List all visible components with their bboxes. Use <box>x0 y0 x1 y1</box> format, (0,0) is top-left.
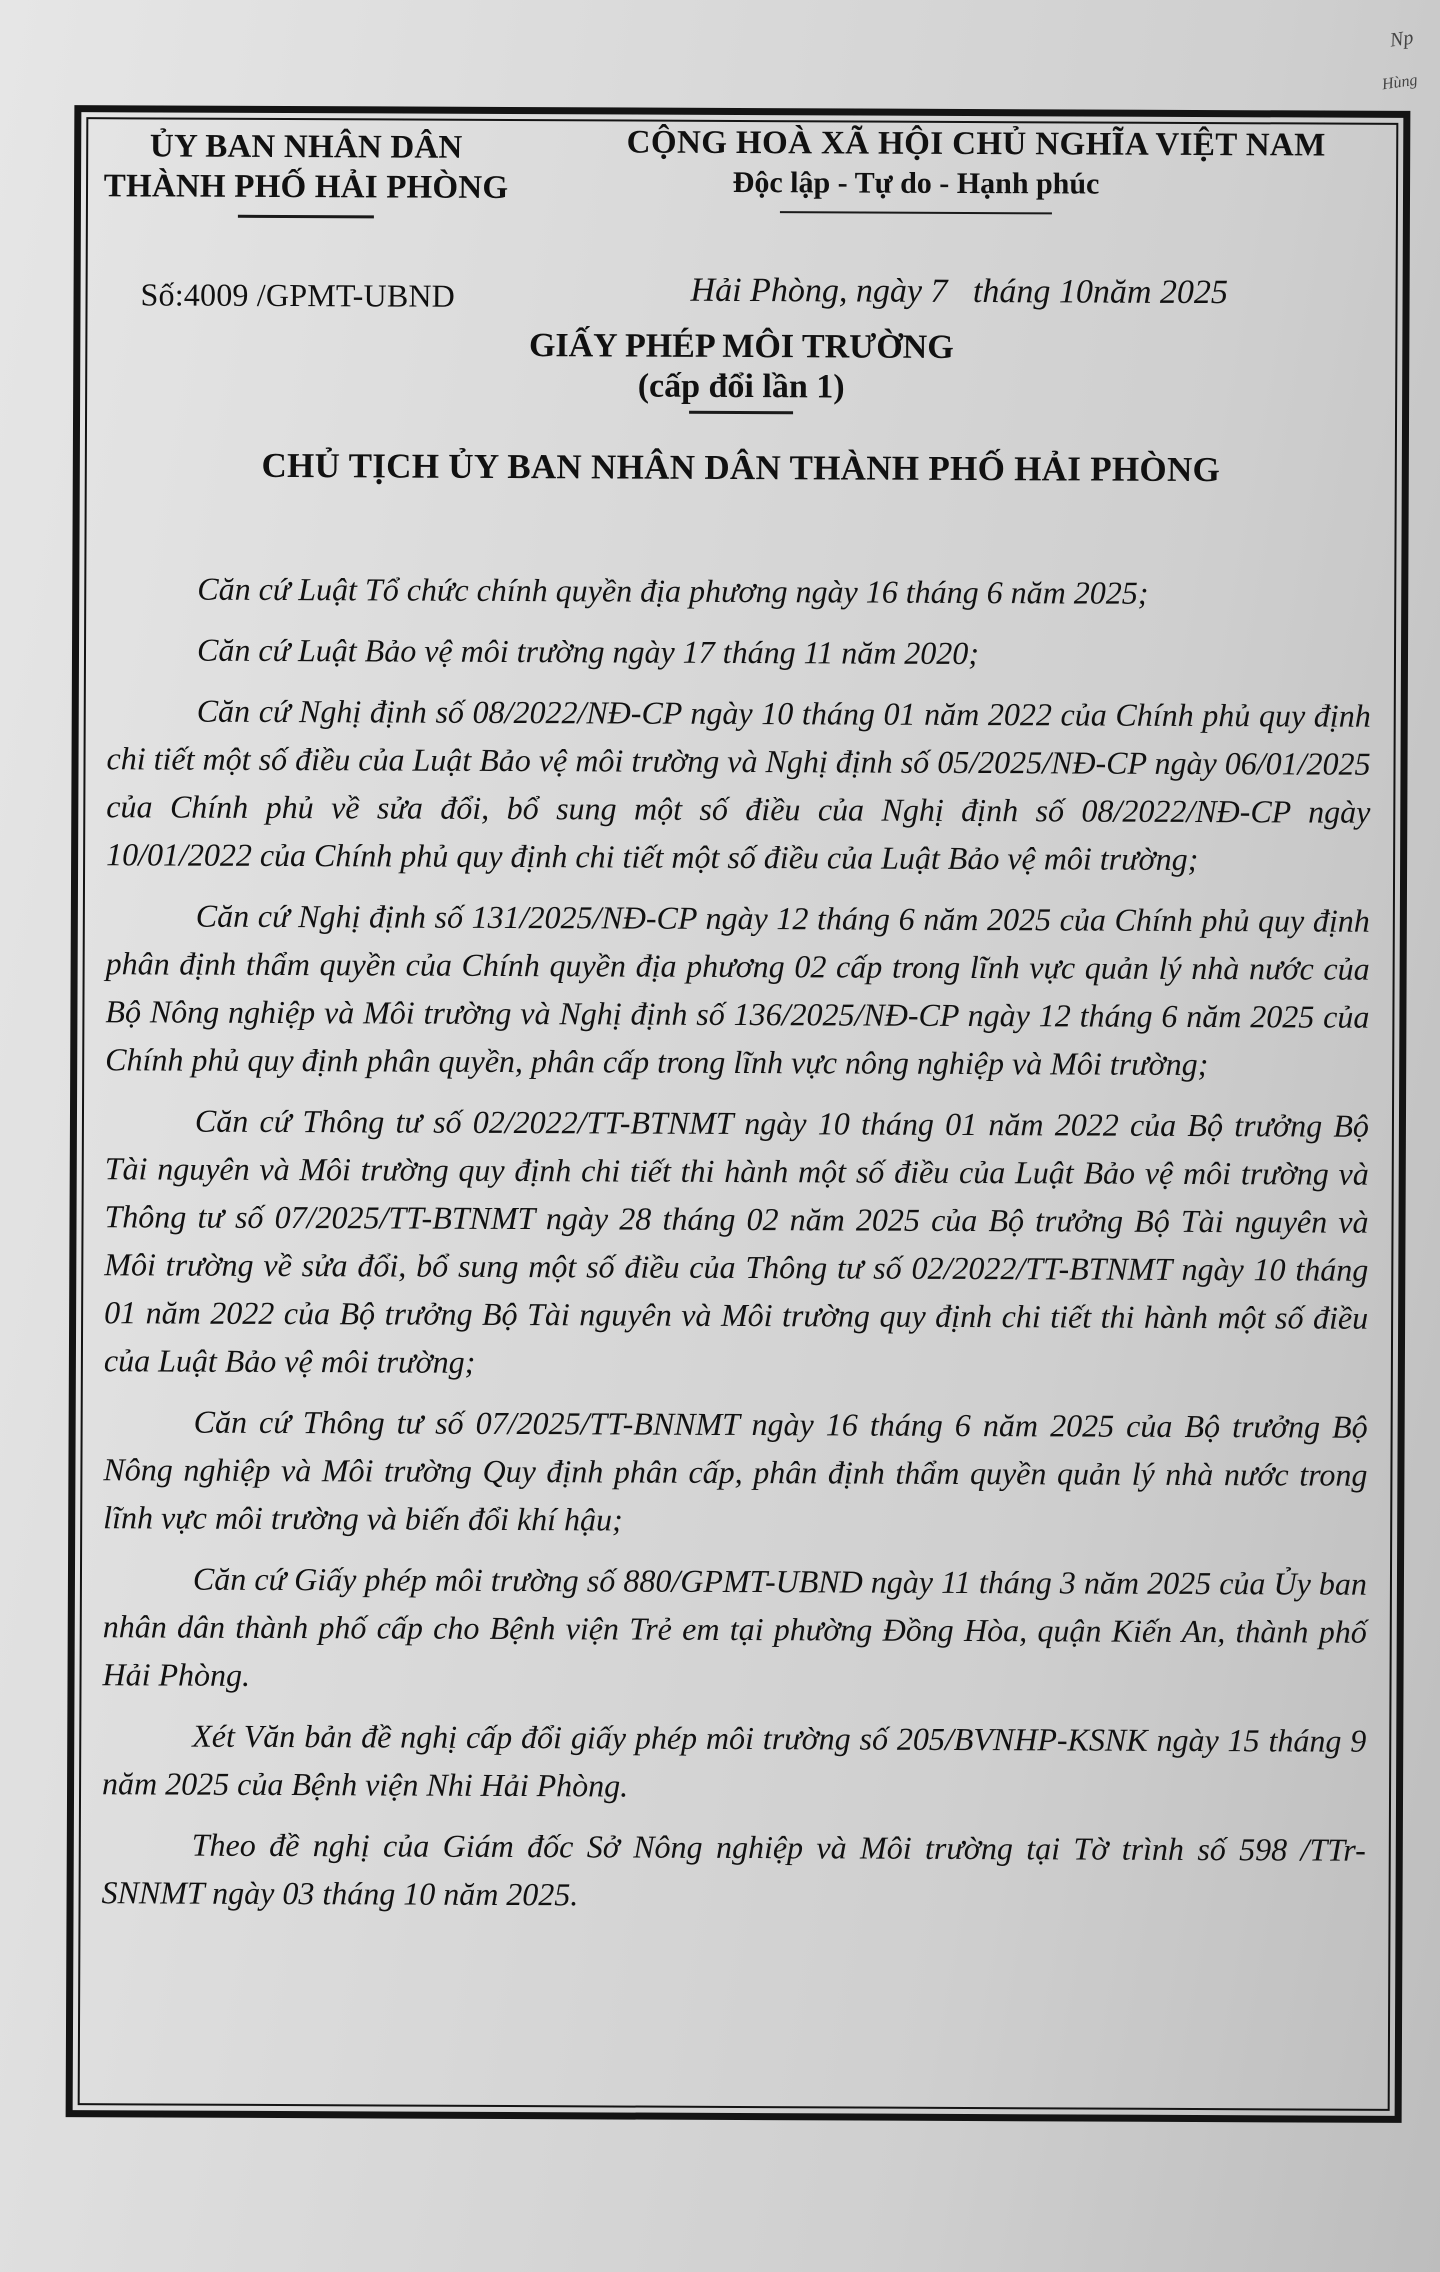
proposal-paragraph: Theo đề nghị của Giám đốc Sở Nông nghiệp và Môi trường tại Tờ trình số 598 /TTr-SNNMT ngày 03 tháng 10 năm 2025. <box>101 1826 1366 1913</box>
legal-basis-paragraph: Căn cứ Thông tư số 02/2022/TT-BTNMT ngày 10 tháng 01 năm 2022 của Bộ trưởng Bộ Tài nguyên và Môi trường quy định chi tiết thi hành một số điều của Luật Bảo vệ môi trường và Thông tư số 07/2025/TT-BTNMT ngày 28 tháng 02 năm 2025 của Bộ trưởng Bộ Tài nguyên và Môi trường về sửa đổi, bổ sung một số điều của Thông tư số 02/2022/TT-BTNMT ngày 10 tháng 01 năm 2022 của Bộ trưởng Bộ Tài nguyên và Môi trường quy định chi tiết thi hành một số điều của Luật Bảo vệ môi trường; <box>103 1102 1370 1380</box>
margin-initial-1: Np <box>1388 26 1415 52</box>
margin-initial-2: Hùng <box>1380 71 1419 94</box>
nation-title: CỘNG HOÀ XÃ HỘI CHỦ NGHĨA VIỆT NAM <box>626 124 1326 164</box>
permit-subtitle: (cấp đổi lần 1) <box>637 367 845 406</box>
issuing-authority: CHỦ TỊCH ỦY BAN NHÂN DÂN THÀNH PHỐ HẢI PHÒNG <box>261 445 1221 490</box>
legal-basis-paragraph: Căn cứ Thông tư số 07/2025/TT-BNNMT ngày 16 tháng 6 năm 2025 của Bộ trưởng Bộ Nông nghiệp và Môi trường Quy định phân cấp, phân định thẩm quyền quản lý nhà nước trong lĩnh vực môi trường và biến đổi khí hậu; <box>103 1403 1368 1538</box>
motto-underline <box>780 211 1052 214</box>
place-and-date: Hải Phòng, ngày 7 tháng 10năm 2025 <box>690 271 1229 312</box>
legal-basis-paragraph: Căn cứ Luật Tổ chức chính quyền địa phương ngày 16 tháng 6 năm 2025; <box>197 570 1149 611</box>
considering-paragraph: Xét Văn bản đề nghị cấp đổi giấy phép môi trường số 205/BVNHP-KSNK ngày 15 tháng 9 năm 2025 của Bệnh viện Nhi Hải Phòng. <box>101 1717 1367 1804</box>
document-border-frame <box>66 105 1411 2123</box>
legal-basis-paragraph: Căn cứ Luật Bảo vệ môi trường ngày 17 tháng 11 năm 2020; <box>196 631 980 672</box>
national-heading <box>541 122 1411 216</box>
document-number: Số:4009 /GPMT-UBND <box>140 276 456 314</box>
national-motto: Độc lập - Tự do - Hạnh phúc <box>732 165 1100 201</box>
permit-title: GIẤY PHÉP MÔI TRƯỜNG <box>528 327 954 366</box>
legal-basis-paragraph: Căn cứ Nghị định số 131/2025/NĐ-CP ngày 12 tháng 6 năm 2025 của Chính phủ quy định phân định thẩm quyền của Chính quyền địa phương 02 cấp trong lĩnh vực quản lý nhà nước của Bộ Nông nghiệp và Môi trường và Nghị định số 136/2025/NĐ-CP ngày 12 tháng 6 năm 2025 của Chính phủ quy định phân quyền, phân cấp trong lĩnh vực nông nghiệp và Môi trường; <box>105 897 1370 1083</box>
legal-basis-paragraph: Căn cứ Nghị định số 08/2022/NĐ-CP ngày 10 tháng 01 năm 2022 của Chính phủ quy định chi tiết một số điều của Luật Bảo vệ môi trường và Nghị định số 05/2025/NĐ-CP ngày 06/01/2025 của Chính phủ về sửa đổi, bổ sung một số điều của Nghị định số 08/2022/NĐ-CP ngày 10/01/2022 của Chính phủ quy định chi tiết một số điều của Luật Bảo vệ môi trường; <box>106 692 1371 878</box>
legal-basis-paragraph: Căn cứ Giấy phép môi trường số 880/GPMT-UBND ngày 11 tháng 3 năm 2025 của Ủy ban nhân dân thành phố cấp cho Bệnh viện Trẻ em tại phường Đồng Hòa, quận Kiến An, thành phố Hải Phòng. <box>102 1560 1368 1693</box>
org-underline <box>238 215 374 219</box>
document-header <box>81 126 1404 312</box>
legal-basis-section <box>101 564 1371 1935</box>
org-line-2: THÀNH PHỐ HẢI PHÒNG <box>103 168 509 206</box>
subtitle-underline <box>689 411 793 414</box>
org-line-1: ỦY BAN NHÂN DÂN <box>149 128 463 166</box>
document-page <box>73 112 1404 2116</box>
title-block <box>80 324 1403 491</box>
